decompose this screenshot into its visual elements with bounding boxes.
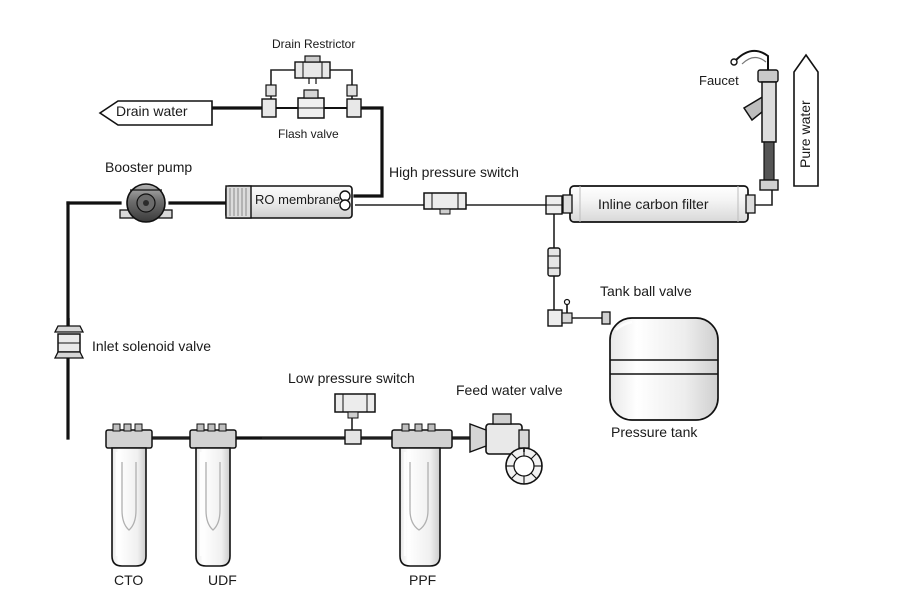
label-feed-water-valve: Feed water valve (456, 382, 563, 398)
label-ro-membrane: RO membrane (255, 192, 341, 207)
label-udf: UDF (208, 572, 237, 588)
label-high-pressure-switch: High pressure switch (389, 164, 519, 180)
label-faucet: Faucet (699, 73, 739, 88)
label-cto: CTO (114, 572, 144, 588)
flash-valve-icon (262, 90, 361, 118)
filter-housing-udf (190, 424, 236, 566)
pressure-tank-icon (602, 312, 718, 420)
label-inline-carbon-filter: Inline carbon filter (598, 196, 709, 212)
booster-pump-icon (120, 184, 172, 222)
filter-housing-ppf (392, 424, 452, 566)
label-low-pressure-switch: Low pressure switch (288, 370, 415, 386)
inlet-solenoid-valve-icon (55, 318, 83, 358)
faucet-icon (731, 51, 778, 190)
label-tank-ball-valve: Tank ball valve (600, 283, 692, 299)
main-piping (68, 108, 470, 438)
label-booster-pump: Booster pump (105, 159, 193, 175)
filter-housing-cto (106, 424, 152, 566)
label-pure-water: Pure water (797, 100, 813, 168)
tank-ball-valve-icon (548, 300, 572, 327)
feed-water-valve-icon (470, 414, 542, 484)
label-flash-valve: Flash valve (278, 127, 339, 141)
label-ppf: PPF (409, 572, 437, 588)
label-inlet-solenoid-valve: Inlet solenoid valve (92, 338, 212, 354)
label-drain-water: Drain water (116, 103, 188, 119)
label-pressure-tank: Pressure tank (611, 424, 698, 440)
label-drain-restrictor: Drain Restrictor (272, 37, 356, 51)
high-pressure-switch-icon (424, 193, 466, 214)
